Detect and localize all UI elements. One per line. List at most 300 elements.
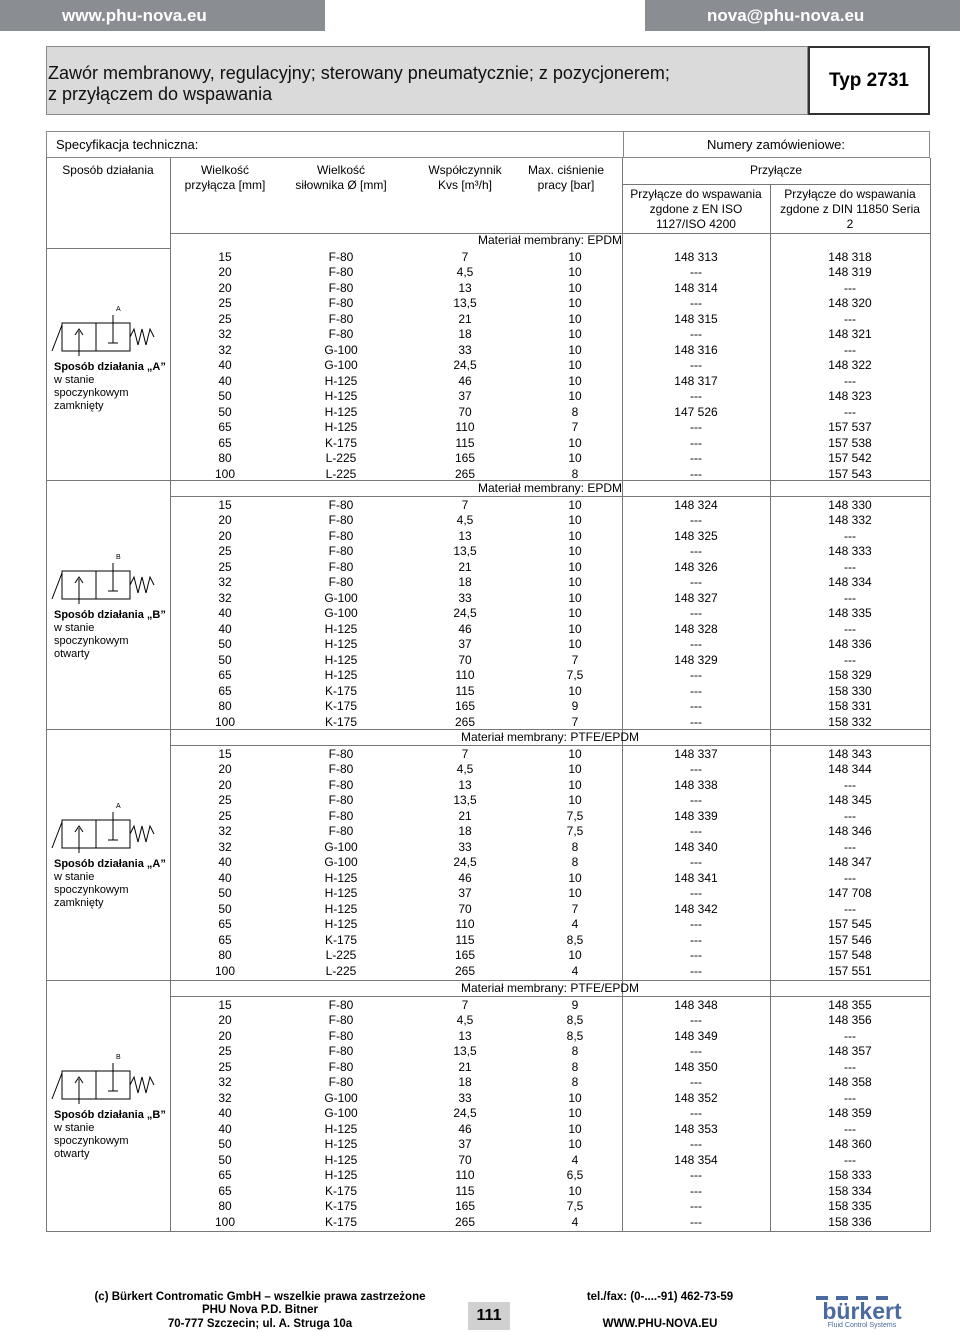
cell-actuator: F-80: [328, 1075, 354, 1089]
col-header-actuator: [280, 163, 402, 193]
cell-actuator: H-125: [324, 373, 358, 388]
cell-order-din: 148 358: [828, 1075, 872, 1089]
cell-size: 50: [218, 886, 232, 900]
cell-size: 40: [218, 870, 232, 885]
port-label: B: [116, 1054, 121, 1061]
table-row: [170, 1168, 930, 1184]
cell-kvs: 115: [455, 435, 475, 450]
cell-pressure: 10: [568, 280, 582, 295]
cell-order-din: 148 347: [828, 855, 872, 869]
title-line-1: Zawór membranowy, regulacyjny; sterowany pneumatycznie; z pozycjonerem;: [48, 63, 670, 83]
cell-size: 100: [214, 466, 236, 481]
cell-actuator: G-100: [324, 1090, 358, 1105]
cell-order-iso: ---: [690, 637, 702, 651]
col-header-size-1: Wielkość: [200, 163, 249, 177]
cell-actuator: L-225: [325, 466, 357, 481]
cell-actuator: K-175: [324, 1199, 358, 1213]
cell-pressure: 10: [568, 1121, 582, 1136]
cell-actuator: K-175: [324, 435, 358, 450]
cell-actuator: H-125: [324, 870, 358, 885]
cell-pressure: 10: [568, 451, 582, 465]
cell-actuator: F-80: [328, 997, 354, 1012]
table-row: [170, 405, 930, 421]
table-row: [170, 917, 930, 933]
cell-kvs: 37: [458, 886, 472, 900]
cell-order-iso: ---: [690, 513, 702, 527]
table-row: [170, 668, 930, 684]
cell-order-din: ---: [844, 1059, 856, 1074]
table-row: [170, 389, 930, 405]
cell-size: 50: [218, 901, 232, 916]
cell-order-iso: ---: [690, 855, 702, 869]
cell-order-din: 148 336: [828, 637, 872, 651]
cell-order-iso: 147 526: [674, 404, 718, 419]
cell-kvs: 13,5: [453, 1044, 477, 1058]
cell-kvs: 265: [454, 466, 476, 481]
order-numbers-label: Numery zamówieniowe:: [707, 137, 845, 152]
cell-kvs: 110: [455, 420, 475, 434]
table-row: [170, 1029, 930, 1045]
cell-kvs: 18: [458, 575, 472, 589]
table-row: [170, 1137, 930, 1153]
cell-size: 32: [218, 824, 232, 838]
cell-order-iso: ---: [690, 1214, 702, 1229]
valve-symbol-icon: [48, 557, 166, 605]
cell-pressure: 10: [568, 1137, 582, 1151]
cell-order-din: 148 335: [828, 606, 872, 620]
cell-size: 20: [218, 777, 232, 792]
cell-size: 25: [218, 808, 232, 823]
cell-size: 20: [218, 280, 232, 295]
cell-order-din: 158 329: [828, 668, 872, 682]
cell-actuator: H-125: [324, 621, 358, 636]
cell-order-din: 148 333: [828, 544, 872, 558]
table-row: [170, 529, 930, 545]
cell-size: 25: [218, 544, 232, 558]
cell-order-din: ---: [844, 1090, 856, 1105]
cell-actuator: G-100: [324, 839, 358, 854]
cell-size: 50: [218, 1137, 232, 1151]
table-row: [170, 606, 930, 622]
cell-pressure: 4: [571, 1152, 579, 1167]
cell-size: 20: [218, 1013, 232, 1027]
cell-size: 25: [218, 793, 232, 807]
cell-kvs: 33: [458, 1090, 472, 1105]
cell-order-din: 148 321: [828, 327, 872, 341]
cell-order-din: 157 546: [828, 932, 872, 947]
cell-size: 40: [218, 606, 232, 620]
cell-actuator: F-80: [328, 1059, 354, 1074]
cell-size: 32: [218, 342, 232, 357]
cell-size: 50: [218, 389, 232, 403]
cell-order-din: ---: [844, 559, 856, 574]
cell-size: 20: [218, 1028, 232, 1043]
cell-kvs: 24,5: [453, 1106, 477, 1120]
cell-order-din: 157 545: [828, 917, 872, 931]
cell-pressure: 4: [571, 1214, 579, 1229]
cell-actuator: G-100: [324, 358, 358, 372]
table-row: [170, 327, 930, 343]
cell-order-iso: ---: [690, 575, 702, 589]
cell-pressure: 10: [568, 544, 582, 558]
cell-order-iso: ---: [690, 683, 702, 698]
cell-order-iso: ---: [690, 451, 702, 465]
cell-order-iso: ---: [690, 435, 702, 450]
port-label: A: [116, 803, 121, 810]
cell-size: 25: [218, 559, 232, 574]
top-bar: [0, 0, 960, 31]
table-row: [170, 281, 930, 297]
cell-order-din: ---: [844, 373, 856, 388]
cell-order-iso: ---: [690, 466, 702, 481]
footer-dealer: PHU Nova P.D. Bitner: [201, 1304, 319, 1316]
cell-order-iso: ---: [690, 544, 702, 558]
cell-order-iso: 148 314: [674, 280, 718, 295]
cell-kvs: 13: [458, 280, 472, 295]
cell-size: 65: [218, 932, 232, 947]
cell-order-iso: ---: [690, 1168, 702, 1182]
table-row: [170, 871, 930, 887]
cell-kvs: 46: [458, 870, 472, 885]
cell-kvs: 4,5: [456, 265, 474, 279]
cell-order-din: 158 330: [828, 683, 872, 698]
cell-actuator: F-80: [328, 746, 354, 761]
table-border-bottom: [46, 1231, 931, 1232]
cell-order-din: 148 323: [828, 389, 872, 403]
cell-actuator: H-125: [324, 637, 358, 651]
cell-kvs: 115: [455, 683, 475, 698]
cell-actuator: F-80: [328, 265, 354, 279]
cell-kvs: 46: [458, 1121, 472, 1136]
cell-pressure: 6,5: [566, 1168, 584, 1182]
cell-size: 32: [218, 575, 232, 589]
type-label: Typ 2731: [808, 46, 930, 115]
cell-pressure: 8: [571, 1059, 579, 1074]
cell-size: 100: [214, 714, 236, 729]
mode-state: otwarty: [54, 648, 90, 660]
cell-pressure: 4: [571, 917, 579, 931]
cell-actuator: H-125: [324, 886, 358, 900]
cell-pressure: 10: [568, 265, 582, 279]
cell-actuator: F-80: [328, 793, 354, 807]
table-row: [170, 964, 930, 980]
cell-actuator: G-100: [324, 342, 358, 357]
material-header: Materiał membrany: PTFE/EPDM: [460, 730, 640, 744]
col-header-iso-1: Przyłącze do wspawania: [630, 187, 762, 201]
cell-order-din: ---: [844, 280, 856, 295]
cell-actuator: F-80: [328, 1028, 354, 1043]
cell-order-iso: ---: [690, 1183, 702, 1198]
cell-size: 40: [218, 1121, 232, 1136]
table-row: [170, 498, 930, 514]
cell-kvs: 24,5: [453, 606, 477, 620]
table-row: [170, 1044, 930, 1060]
footer-address: 70-777 Szczecin; ul. A. Struga 10a: [167, 1318, 353, 1330]
mode-state: zamknięty: [54, 400, 104, 412]
cell-order-din: ---: [844, 870, 856, 885]
table-row: [170, 855, 930, 871]
cell-kvs: 33: [458, 590, 472, 605]
cell-order-din: 148 320: [828, 296, 872, 310]
cell-pressure: 10: [568, 311, 582, 326]
mode-desc: w stanie spoczynkowym: [54, 622, 129, 647]
cell-order-din: ---: [844, 1121, 856, 1136]
cell-kvs: 7: [461, 249, 469, 264]
cell-kvs: 21: [458, 1059, 472, 1074]
cell-order-din: ---: [844, 777, 856, 792]
cell-size: 65: [218, 683, 232, 698]
cell-actuator: H-125: [324, 917, 358, 931]
cell-actuator: H-125: [324, 1137, 358, 1151]
cell-actuator: H-125: [324, 1168, 358, 1182]
cell-pressure: 10: [568, 1090, 582, 1105]
cell-actuator: G-100: [324, 855, 358, 869]
cell-size: 32: [218, 327, 232, 341]
table-row: [170, 374, 930, 390]
cell-order-din: 157 548: [828, 948, 872, 962]
col-header-size-2: przyłącza [mm]: [184, 178, 266, 192]
mode-label: Sposób działania „A”: [54, 361, 166, 373]
cell-order-iso: ---: [690, 327, 702, 341]
cell-order-din: ---: [844, 621, 856, 636]
cell-actuator: F-80: [328, 575, 354, 589]
cell-order-iso: 148 328: [674, 621, 718, 636]
cell-kvs: 110: [455, 917, 475, 931]
cell-order-din: 148 319: [828, 265, 872, 279]
cell-order-iso: 148 326: [674, 559, 718, 574]
cell-size: 80: [218, 699, 232, 713]
cell-size: 50: [218, 637, 232, 651]
cell-size: 20: [218, 528, 232, 543]
cell-size: 25: [218, 296, 232, 310]
cell-actuator: F-80: [328, 1044, 354, 1058]
cell-kvs: 110: [455, 668, 475, 682]
cell-order-iso: ---: [690, 1013, 702, 1027]
cell-pressure: 10: [568, 575, 582, 589]
col-header-pressure-1: Max. ciśnienie: [527, 163, 605, 177]
table-row: [170, 1091, 930, 1107]
section-header: [46, 131, 930, 158]
cell-order-din: 148 346: [828, 824, 872, 838]
cell-pressure: 7: [571, 901, 579, 916]
email-link[interactable]: nova@phu-nova.eu: [645, 0, 960, 31]
cell-order-din: 148 330: [828, 497, 872, 512]
cell-order-iso: 148 341: [674, 870, 718, 885]
cell-size: 65: [218, 1168, 232, 1182]
page-number: 111: [468, 1302, 510, 1330]
cell-order-din: 157 542: [828, 451, 872, 465]
cell-pressure: 10: [568, 327, 582, 341]
cell-actuator: H-125: [324, 901, 358, 916]
table-row: [170, 886, 930, 902]
footer-company: (c) Bürkert Contromatic GmbH – wszelkie prawa zastrzeżone: [94, 1291, 426, 1303]
mode-label: Sposób działania „B”: [54, 609, 166, 621]
cell-size: 40: [218, 621, 232, 636]
cell-kvs: 21: [458, 808, 472, 823]
cell-pressure: 7: [571, 714, 579, 729]
table-row: [170, 1215, 930, 1231]
spec-label: Specyfikacja techniczna:: [56, 137, 199, 152]
cell-order-iso: 148 315: [674, 311, 718, 326]
cell-actuator: K-175: [324, 1214, 358, 1229]
cell-pressure: 10: [568, 1106, 582, 1120]
cell-pressure: 7,5: [566, 824, 584, 838]
cell-kvs: 37: [458, 389, 472, 403]
cell-order-din: ---: [844, 901, 856, 916]
cell-order-iso: ---: [690, 762, 702, 776]
cell-pressure: 8,5: [566, 1013, 584, 1027]
cell-kvs: 24,5: [453, 855, 477, 869]
footer-phone: tel./fax: (0-....-91) 462-73-59: [586, 1291, 734, 1303]
cell-size: 25: [218, 1059, 232, 1074]
cell-actuator: H-125: [324, 1152, 358, 1167]
cell-order-iso: 148 339: [674, 808, 718, 823]
cell-kvs: 46: [458, 373, 472, 388]
cell-order-din: 148 343: [828, 746, 872, 761]
cell-order-din: ---: [844, 404, 856, 419]
cell-kvs: 70: [458, 1152, 472, 1167]
cell-pressure: 8: [571, 466, 579, 481]
cell-order-din: 148 322: [828, 358, 872, 372]
cell-order-iso: ---: [690, 714, 702, 729]
cell-order-iso: 148 349: [674, 1028, 718, 1043]
table-row: [170, 653, 930, 669]
cell-kvs: 18: [458, 824, 472, 838]
cell-order-din: 158 332: [828, 714, 872, 729]
cell-pressure: 10: [568, 886, 582, 900]
cell-order-iso: ---: [690, 824, 702, 838]
cell-size: 40: [218, 358, 232, 372]
port-label: B: [116, 554, 121, 561]
cell-order-din: 158 334: [828, 1183, 872, 1198]
cell-order-iso: ---: [690, 963, 702, 978]
cell-size: 25: [218, 311, 232, 326]
burkert-logo: [812, 1296, 912, 1330]
cell-size: 65: [218, 668, 232, 682]
cell-kvs: 37: [458, 1137, 472, 1151]
cell-order-din: 158 331: [828, 699, 872, 713]
cell-order-iso: ---: [690, 793, 702, 807]
cell-pressure: 10: [568, 497, 582, 512]
cell-size: 25: [218, 1044, 232, 1058]
cell-size: 20: [218, 762, 232, 776]
mode-caption: [54, 609, 166, 661]
cell-order-iso: ---: [690, 1075, 702, 1089]
table-row: [170, 1106, 930, 1122]
cell-kvs: 4,5: [456, 1013, 474, 1027]
cell-order-din: ---: [844, 590, 856, 605]
table-row: [170, 948, 930, 964]
logo-subtitle: Fluid Control Systems: [827, 1322, 897, 1329]
cell-kvs: 110: [455, 1168, 475, 1182]
cell-size: 40: [218, 373, 232, 388]
table-row: [170, 762, 930, 778]
cell-size: 80: [218, 948, 232, 962]
cell-order-iso: 148 337: [674, 746, 718, 761]
cell-size: 65: [218, 435, 232, 450]
cell-order-iso: ---: [690, 1106, 702, 1120]
table-row: [170, 637, 930, 653]
table-row: [170, 1060, 930, 1076]
cell-actuator: F-80: [328, 249, 354, 264]
cell-order-iso: ---: [690, 1199, 702, 1213]
cell-pressure: 8,5: [566, 932, 584, 947]
cell-kvs: 70: [458, 652, 472, 667]
cell-order-iso: 148 353: [674, 1121, 718, 1136]
cell-pressure: 7,5: [566, 808, 584, 823]
cell-kvs: 4,5: [456, 762, 474, 776]
footer-web[interactable]: WWW.PHU-NOVA.EU: [602, 1318, 718, 1330]
cell-actuator: H-125: [324, 652, 358, 667]
mode-caption: [54, 1109, 166, 1161]
mode-state: zamknięty: [54, 897, 104, 909]
table-row: [170, 265, 930, 281]
table-row: [170, 699, 930, 715]
cell-kvs: 165: [454, 1199, 476, 1213]
group-rule: [46, 248, 170, 249]
cell-size: 15: [218, 249, 232, 264]
col-header-pressure-2: pracy [bar]: [537, 178, 595, 192]
mode-state: otwarty: [54, 1148, 90, 1160]
cell-order-iso: 148 342: [674, 901, 718, 916]
cell-pressure: 7: [571, 420, 579, 434]
table-row: [170, 420, 930, 436]
cell-pressure: 10: [568, 528, 582, 543]
cell-pressure: 10: [568, 435, 582, 450]
cell-size: 20: [218, 513, 232, 527]
cell-actuator: H-125: [324, 420, 358, 434]
table-row: [170, 575, 930, 591]
cell-pressure: 8: [571, 1075, 579, 1089]
col-header-mode: Sposób działania: [62, 163, 154, 177]
cell-actuator: F-80: [328, 824, 354, 838]
table-row: [170, 358, 930, 374]
table-row: [170, 840, 930, 856]
cell-pressure: 8: [571, 404, 579, 419]
table-row: [170, 343, 930, 359]
cell-actuator: L-225: [325, 963, 357, 978]
cell-pressure: 7,5: [566, 668, 584, 682]
table-row: [170, 296, 930, 312]
cell-order-din: 158 335: [828, 1199, 872, 1213]
cell-order-iso: ---: [690, 420, 702, 434]
cell-actuator: K-175: [324, 1183, 358, 1198]
cell-order-iso: 148 329: [674, 652, 718, 667]
cell-order-din: 157 551: [828, 963, 872, 978]
col-header-iso: [622, 187, 770, 232]
cell-size: 20: [218, 265, 232, 279]
cell-actuator: F-80: [328, 777, 354, 792]
header-rule: [622, 184, 930, 185]
cell-size: 100: [214, 1214, 236, 1229]
cell-order-iso: ---: [690, 389, 702, 403]
cell-actuator: G-100: [324, 1106, 358, 1120]
cell-actuator: F-80: [328, 762, 354, 776]
cell-size: 65: [218, 1183, 232, 1198]
cell-kvs: 24,5: [453, 358, 477, 372]
cell-pressure: 4: [571, 963, 579, 978]
cell-actuator: F-80: [328, 559, 354, 574]
cell-order-iso: 148 317: [674, 373, 718, 388]
col-header-iso-2: zgdone z EN ISO: [649, 202, 743, 216]
cell-size: 32: [218, 590, 232, 605]
cell-actuator: F-80: [328, 513, 354, 527]
cell-kvs: 265: [454, 714, 476, 729]
cell-pressure: 10: [568, 249, 582, 264]
table-border-right: [930, 158, 931, 1232]
cell-actuator: L-225: [325, 451, 357, 465]
website-link[interactable]: www.phu-nova.eu: [0, 0, 325, 31]
